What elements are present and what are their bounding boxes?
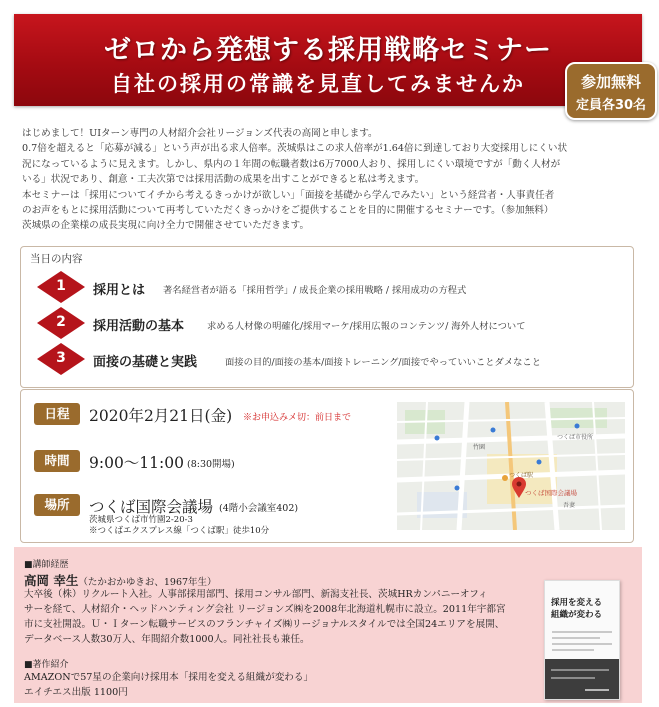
agenda-title: 採用とは	[93, 283, 146, 298]
bio-line: データベース人数30万人、年間紹介数1000人。同社社長も兼任。	[24, 634, 310, 645]
books-heading: ■著作紹介	[24, 660, 69, 670]
intro-line: はじめまして！UIターン専門の人材紹介会社リージョンズ代表の高岡と申します。	[22, 128, 378, 139]
book-cover-title: 採用を変える 組織が変わる	[551, 598, 603, 620]
map-label-district: 吾妻	[563, 502, 576, 509]
map-graphic	[397, 402, 625, 530]
agenda-item	[35, 343, 625, 375]
map-label-venue: つくば国際会議場	[525, 489, 577, 497]
agenda-item	[35, 271, 625, 303]
diamond-icon	[35, 343, 87, 375]
intro-text	[22, 126, 634, 234]
intro-line: 況になっているように見えます。しかし、県内の１年間の転職者数は6万7000人おり、採用しにくい環境ですが「動く人材が	[22, 158, 561, 170]
doors-open: (8:30開場)	[187, 459, 235, 470]
seminar-subtitle: 自社の採用の常識を見直してみませんか	[111, 72, 525, 96]
venue-address: 茨城県つくば市竹園2-20-3	[89, 515, 193, 525]
map-label-cityhall: つくば市役所	[557, 434, 594, 441]
place-tag: 場所	[34, 494, 80, 516]
intro-line: のお声をもとに採用活動について再考していただくきっかけをご提供することを目的に開催するセミナーです。（参加無料）	[22, 205, 554, 217]
speaker-profile	[14, 547, 642, 703]
venue-access: ※つくばエクスプレス線「つくば駅」徒歩10分	[89, 526, 270, 536]
bio-line: サーを経て、人材紹介・ヘッドハンティング会社 リージョンズ㈱を2008年北海道札幌市に設立。2011年宇都宮	[24, 604, 506, 615]
venue-map[interactable]	[397, 402, 625, 530]
agenda-item	[35, 307, 625, 339]
bio-line: 大卒後（株）リクルート入社。人事部採用部門、採用コンサル部門、新潟支社長、茨城HRカンパニーオフィ	[24, 589, 488, 600]
intro-line: 本セミナーは「採用についてイチから考えるきっかけが欲しい」「面接を基礎から学んでみたい」という経営者・人事責任者	[22, 189, 555, 201]
bio-line: 市に支社開設。Ｕ・Ｉターン転職サービスのフランチャイズ㈱リージョナルスタイルでは全国24エリアを展開、	[24, 619, 505, 630]
agenda-number: 1	[56, 278, 66, 294]
venue-name: つくば国際会議場	[89, 498, 214, 516]
map-label-district: 竹園	[473, 444, 486, 451]
agenda-heading: 当日の内容	[30, 253, 83, 265]
agenda-number: 2	[56, 314, 66, 330]
speaker-reading: （たかおかゆきお、1967年生）	[78, 577, 217, 588]
agenda-box	[20, 246, 634, 388]
speaker-name: 高岡 幸生	[24, 573, 79, 588]
speaker-bio	[24, 587, 534, 647]
schedule-box	[20, 389, 634, 543]
event-time: 9:00～11:00	[89, 454, 184, 472]
date-tag: 日程	[34, 403, 80, 425]
map-label-station: つくば駅	[509, 472, 534, 479]
agenda-number: 3	[56, 350, 66, 366]
book-cover-image	[544, 580, 620, 700]
seminar-title: ゼロから発想する採用戦略セミナー	[104, 35, 552, 66]
speaker-heading: ■講師経歴	[24, 560, 69, 570]
badge-free-label: 参加無料	[580, 73, 641, 91]
venue-room: (4階小会議室402)	[219, 503, 299, 514]
diamond-icon	[35, 271, 87, 303]
agenda-description: 著名経営者が語る「採用哲学」/ 成長企業の採用戦略 / 採用成功の方程式	[163, 285, 467, 296]
diamond-icon	[35, 307, 87, 339]
badge-capacity-label: 定員各30名	[575, 98, 647, 113]
time-tag: 時間	[34, 450, 80, 472]
intro-line: 0.7倍を超えると「応募が減る」という声が出る求人倍率。茨城県はこの求人倍率が1.64倍に到達しており大変採用しにくい状	[22, 143, 568, 155]
event-date: 2020年2月21日(金)	[89, 407, 233, 425]
free-admission-badge	[565, 62, 657, 120]
intro-line: 茨城県の企業様の成長実現に向け全力で開催させていただきます。	[22, 220, 310, 232]
agenda-description: 求める人材像の明確化/採用マーケ/採用広報のコンテンツ/ 海外人材について	[207, 321, 526, 332]
agenda-title: 採用活動の基本	[93, 319, 185, 334]
agenda-description: 面接の目的/面接の基本/面接トレーニング/面接でやっていいことダメなこと	[225, 357, 542, 368]
intro-line: いる」状況であり、創意・工夫次第では採用活動の成果を出すことができると私は考えます。	[22, 174, 425, 186]
agenda-title: 面接の基礎と実践	[93, 355, 198, 370]
book-description: AMAZONで57星の企業向け採用本「採用を変える組織が変わる」	[24, 672, 314, 683]
application-deadline: ※お申込みメ切：前日まで	[243, 413, 352, 423]
header-banner	[14, 14, 642, 106]
book-publisher: エイチエス出版 1100円	[24, 687, 128, 698]
